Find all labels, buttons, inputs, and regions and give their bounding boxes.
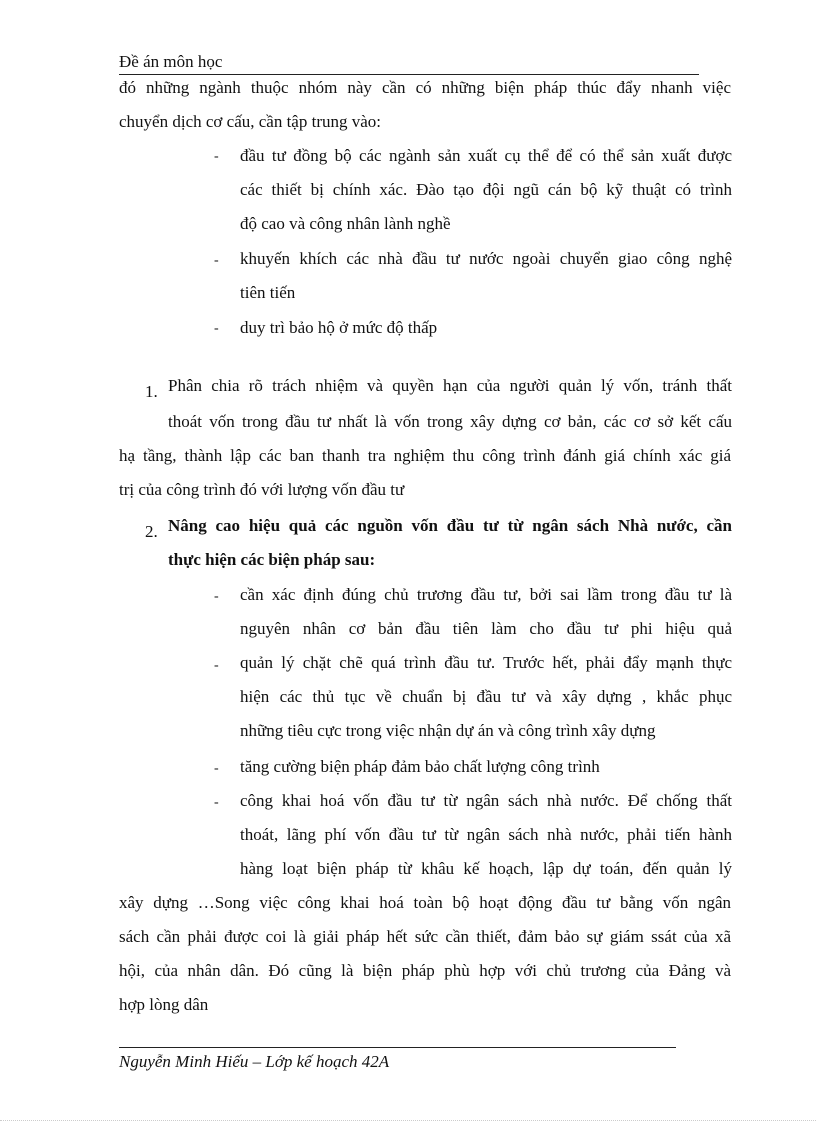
bullet-dash: -	[214, 795, 219, 810]
numbered-item-heading: Nâng cao hiệu quả các nguồn vốn đầu tư từ ngân sách Nhà nước, cần	[168, 516, 732, 535]
bullet-line: nguyên nhân cơ bản đầu tiên làm cho đầu tư phi hiệu quả	[240, 619, 732, 638]
bullet-line: tăng cường biện pháp đảm bảo chất lượng công trình	[240, 757, 600, 776]
bullet-line: hiện các thủ tục về chuẩn bị đầu tư và xây dựng , khắc phục	[240, 687, 732, 706]
list-number: 2.	[145, 522, 158, 541]
bullet-line: hàng loạt biện pháp từ khâu kế hoạch, lập dự toán, đến quản lý	[240, 859, 732, 878]
bullet-line: tiên tiến	[240, 283, 296, 302]
list-number: 1.	[145, 382, 158, 401]
bullet-dash: -	[214, 761, 219, 776]
numbered-item-heading: thực hiện các biện pháp sau:	[168, 550, 376, 569]
numbered-item-line: hạ tầng, thành lập các ban thanh tra nghiệm thu công trình đánh giá chính xác giá	[119, 446, 731, 465]
numbered-item-line: trị của công trình đó với lượng vốn đầu tư	[119, 480, 405, 499]
paragraph-line: xây dựng …Song việc công khai hoá toàn bộ hoạt động đầu tư bằng vốn ngân	[119, 893, 731, 912]
page-footer: Nguyễn Minh Hiếu – Lớp kế hoạch 42A	[119, 1052, 390, 1071]
bullet-line: cần xác định đúng chủ trương đầu tư, bởi sai lầm trong đầu tư là	[240, 585, 732, 604]
page-header-title: Đề án môn học	[119, 52, 223, 71]
numbered-item-line: Phân chia rõ trách nhiệm và quyền hạn của người quản lý vốn, tránh thất	[168, 376, 732, 395]
bullet-line: quản lý chặt chẽ quá trình đầu tư. Trước hết, phải đẩy mạnh thực	[240, 653, 732, 672]
footer-divider	[119, 1047, 676, 1048]
bullet-dash: -	[214, 149, 219, 164]
paragraph-line: đó những ngành thuộc nhóm này cần có những biện pháp thúc đẩy nhanh việc	[119, 78, 731, 97]
numbered-item-line: thoát vốn trong đầu tư nhất là vốn trong xây dựng cơ bản, các cơ sở kết cấu	[168, 412, 732, 431]
paragraph-line: hợp lòng dân	[119, 995, 209, 1014]
page-bottom-border	[0, 1120, 816, 1121]
bullet-line: độ cao và công nhân lành nghề	[240, 214, 451, 233]
bullet-line: thoát, lãng phí vốn đầu tư từ ngân sách nhà nước, phải tiến hành	[240, 825, 732, 844]
header-divider	[119, 74, 699, 75]
bullet-dash: -	[214, 658, 219, 673]
paragraph-line: hội, của nhân dân. Đó cũng là biện pháp phù hợp với chủ trương của Đảng và	[119, 961, 731, 980]
bullet-line: khuyến khích các nhà đầu tư nước ngoài chuyển giao công nghệ	[240, 249, 732, 268]
bullet-line: công khai hoá vốn đầu tư từ ngân sách nhà nước. Để chống thất	[240, 791, 732, 810]
bullet-dash: -	[214, 589, 219, 604]
bullet-line: duy trì bảo hộ ở mức độ thấp	[240, 318, 438, 337]
bullet-line: các thiết bị chính xác. Đào tạo đội ngũ cán bộ kỹ thuật có trình	[240, 180, 732, 199]
bullet-dash: -	[214, 253, 219, 268]
paragraph-line: chuyển dịch cơ cấu, cần tập trung vào:	[119, 112, 381, 131]
bullet-dash: -	[214, 321, 219, 336]
bullet-line: đầu tư đồng bộ các ngành sản xuất cụ thể để có thể sản xuất được	[240, 146, 732, 165]
paragraph-line: sách cần phải được coi là giải pháp hết sức cần thiết, đảm bảo sự giám ssát của xã	[119, 927, 731, 946]
bullet-line: những tiêu cực trong việc nhận dự án và công trình xây dựng	[240, 721, 656, 740]
